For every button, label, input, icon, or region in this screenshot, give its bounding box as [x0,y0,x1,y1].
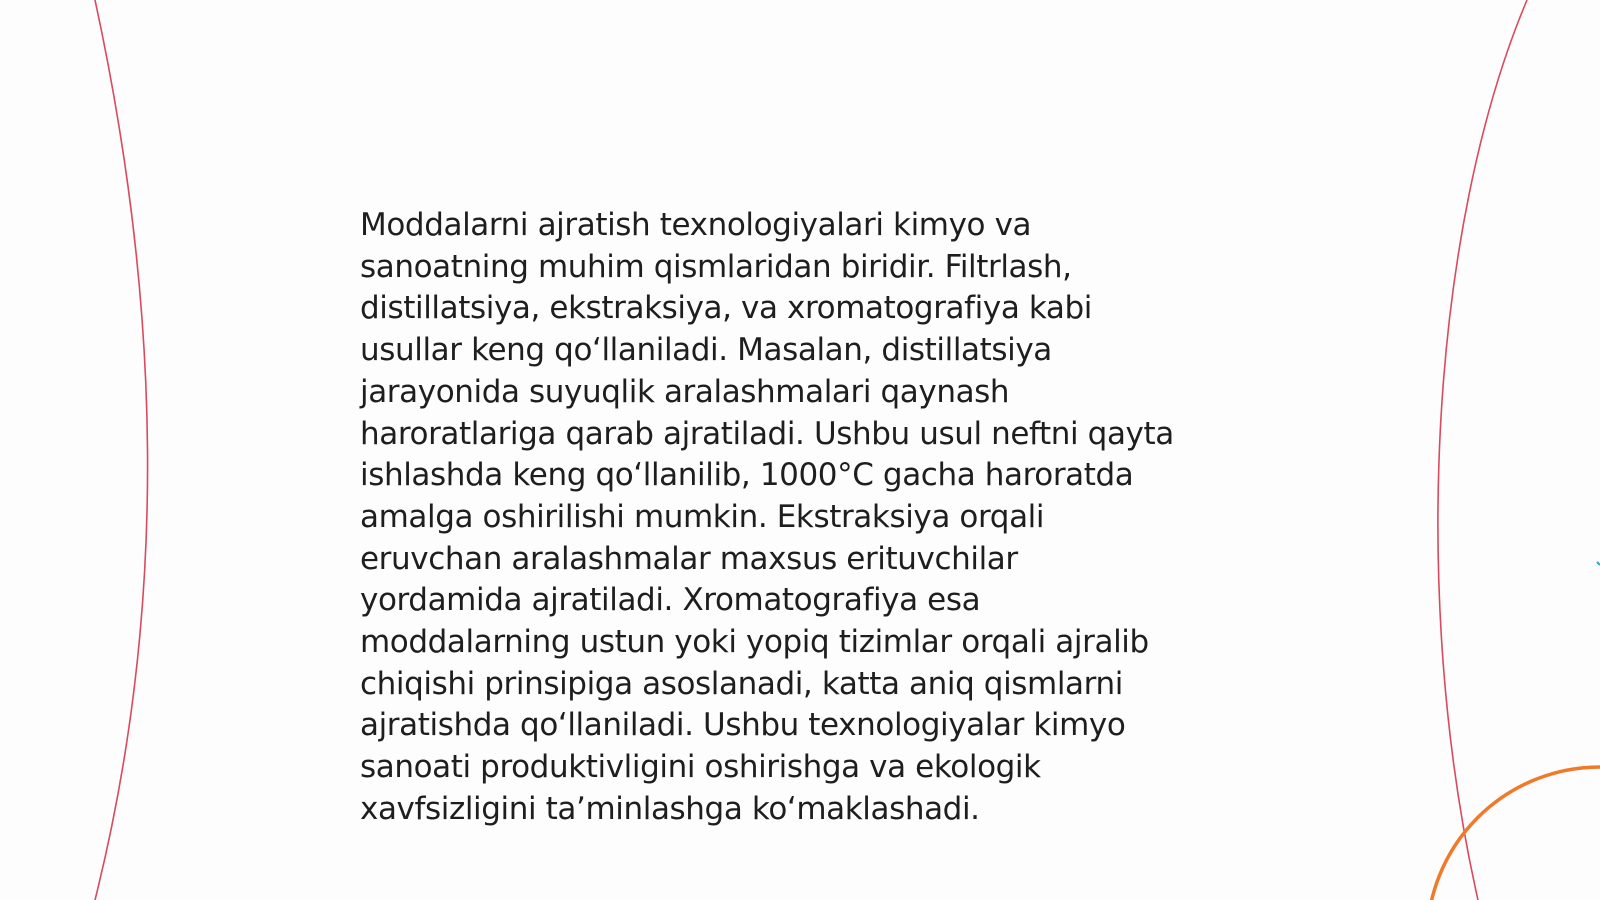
slide-body-text: Moddalarni ajratish texnologiyalari kimyo va sanoatning muhim qismlaridan biridir. Filtrlash, distillatsiya, ekstraksiya, va xromatografiya kabi usullar keng qo‘llaniladi. Masalan, distillatsiya jarayonida suyuqlik aralashmalari qaynash haroratlariga qarab ajratiladi. Ushbu usul neftni qayta ishlashda keng qo‘llanilib, 1000°C gacha haroratda amalga oshirilishi mumkin. Ekstraksiya orqali eruvchan aralashmalar maxsus erituvchilar yordamida ajratiladi. Xromatografiya esa moddalarning ustun yoki yopiq tizimlar orqali ajralib chiqishi prinsipiga asoslanadi, katta aniq qismlarni ajratishda qo‘llaniladi. Ushbu texnologiyalar kimyo sanoati produktivligini oshirishga va ekologik xavfsizligini ta’minlashga ko‘maklashadi. [360,207,1174,827]
orange-circle-outline [1427,767,1600,900]
right-arc-line [1438,0,1527,900]
left-arc-line [95,0,148,900]
